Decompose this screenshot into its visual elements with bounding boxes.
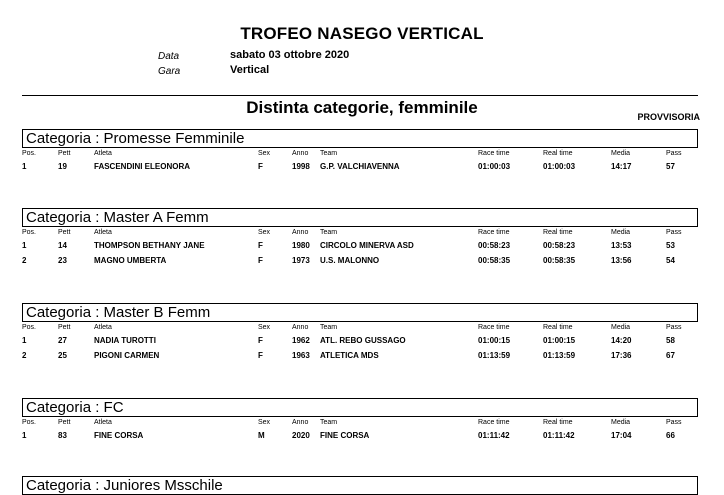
col-team: Team bbox=[320, 150, 338, 157]
cell-pett: 25 bbox=[58, 351, 67, 360]
cell-pett: 27 bbox=[58, 336, 67, 345]
cell-anno: 1973 bbox=[292, 256, 310, 265]
col-race: Race time bbox=[478, 150, 510, 157]
col-pett: Pett bbox=[58, 419, 71, 426]
col-sex: Sex bbox=[258, 419, 271, 426]
cell-atleta: FINE CORSA bbox=[94, 431, 144, 440]
col-atleta: Atleta bbox=[94, 324, 112, 331]
col-race: Race time bbox=[478, 324, 510, 331]
category-title: Categoria : Juniores Msschile bbox=[22, 476, 698, 495]
col-media: Media bbox=[611, 150, 631, 157]
col-pass: Pass bbox=[666, 419, 682, 426]
col-real: Real time bbox=[543, 150, 573, 157]
category-section bbox=[22, 398, 698, 443]
col-real: Real time bbox=[543, 229, 573, 236]
col-pass: Pass bbox=[666, 150, 682, 157]
cell-pass: 67 bbox=[666, 351, 675, 360]
cell-pett: 83 bbox=[58, 431, 67, 440]
cell-real: 00:58:35 bbox=[543, 256, 576, 265]
cell-team: FINE CORSA bbox=[320, 431, 370, 440]
col-atleta: Atleta bbox=[94, 229, 112, 236]
col-sex: Sex bbox=[258, 150, 271, 157]
cell-team: U.S. MALONNO bbox=[320, 256, 380, 265]
cell-pett: 23 bbox=[58, 256, 67, 265]
col-media: Media bbox=[611, 229, 631, 236]
col-pett: Pett bbox=[58, 324, 71, 331]
cell-race: 01:00:03 bbox=[478, 162, 511, 171]
col-pos: Pos. bbox=[22, 229, 37, 236]
cell-atleta: NADIA TUROTTI bbox=[94, 336, 156, 345]
cell-media: 17:36 bbox=[611, 351, 632, 360]
header-divider bbox=[22, 95, 698, 96]
col-anno: Anno bbox=[292, 150, 309, 157]
category-title: Categoria : Master B Femm bbox=[22, 303, 698, 322]
cell-media: 13:56 bbox=[611, 256, 632, 265]
column-headers bbox=[22, 227, 698, 239]
col-anno: Anno bbox=[292, 419, 309, 426]
col-real: Real time bbox=[543, 324, 573, 331]
col-sex: Sex bbox=[258, 324, 271, 331]
category-title: Categoria : Promesse Femminile bbox=[22, 129, 698, 148]
cell-race: 00:58:23 bbox=[478, 241, 511, 250]
cell-atleta: PIGONI CARMEN bbox=[94, 351, 160, 360]
column-headers bbox=[22, 148, 698, 160]
col-pett: Pett bbox=[58, 229, 71, 236]
col-pos: Pos. bbox=[22, 324, 37, 331]
col-anno: Anno bbox=[292, 324, 309, 331]
cell-anno: 2020 bbox=[292, 431, 310, 440]
category-section bbox=[22, 303, 698, 363]
col-team: Team bbox=[320, 419, 338, 426]
cell-media: 13:53 bbox=[611, 241, 632, 250]
table-row bbox=[22, 349, 698, 363]
cell-pos: 2 bbox=[22, 351, 27, 360]
cell-race: 01:11:42 bbox=[478, 431, 510, 440]
col-team: Team bbox=[320, 229, 338, 236]
table-row bbox=[22, 429, 698, 443]
cell-anno: 1998 bbox=[292, 162, 310, 171]
data-label: Data bbox=[158, 51, 180, 62]
cell-pass: 53 bbox=[666, 241, 675, 250]
cell-team: ATLETICA MDS bbox=[320, 351, 379, 360]
cell-anno: 1963 bbox=[292, 351, 310, 360]
document-subtitle: Distinta categorie, femminile bbox=[246, 98, 478, 117]
cell-sex: F bbox=[258, 241, 263, 250]
cell-pett: 19 bbox=[58, 162, 67, 171]
col-race: Race time bbox=[478, 419, 510, 426]
cell-pos: 1 bbox=[22, 162, 27, 171]
category-section bbox=[22, 208, 698, 268]
col-pass: Pass bbox=[666, 229, 682, 236]
cell-pos: 1 bbox=[22, 336, 27, 345]
cell-real: 00:58:23 bbox=[543, 241, 576, 250]
col-pett: Pett bbox=[58, 150, 71, 157]
table-row bbox=[22, 334, 698, 348]
cell-pass: 57 bbox=[666, 162, 675, 171]
cell-pass: 54 bbox=[666, 256, 675, 265]
gara-value: Vertical bbox=[230, 64, 270, 76]
cell-pos: 2 bbox=[22, 256, 27, 265]
cell-real: 01:00:03 bbox=[543, 162, 576, 171]
cell-sex: F bbox=[258, 256, 263, 265]
cell-pass: 66 bbox=[666, 431, 675, 440]
table-row bbox=[22, 254, 698, 268]
data-value: sabato 03 ottobre 2020 bbox=[230, 49, 350, 61]
cell-pass: 58 bbox=[666, 336, 675, 345]
cell-atleta: FASCENDINI ELEONORA bbox=[94, 162, 191, 171]
cell-media: 17:04 bbox=[611, 431, 632, 440]
col-real: Real time bbox=[543, 419, 573, 426]
cell-media: 14:17 bbox=[611, 162, 632, 171]
table-row bbox=[22, 160, 698, 174]
cell-atleta: MAGNO UMBERTA bbox=[94, 256, 167, 265]
cell-pos: 1 bbox=[22, 241, 27, 250]
col-media: Media bbox=[611, 324, 631, 331]
col-anno: Anno bbox=[292, 229, 309, 236]
cell-sex: F bbox=[258, 162, 263, 171]
category-section bbox=[22, 129, 698, 174]
cell-pett: 14 bbox=[58, 241, 67, 250]
document-title: TROFEO NASEGO VERTICAL bbox=[240, 24, 484, 43]
column-headers bbox=[22, 417, 698, 429]
cell-real: 01:00:15 bbox=[543, 336, 576, 345]
cell-anno: 1980 bbox=[292, 241, 310, 250]
cell-sex: F bbox=[258, 351, 263, 360]
col-atleta: Atleta bbox=[94, 419, 112, 426]
col-atleta: Atleta bbox=[94, 150, 112, 157]
col-pos: Pos. bbox=[22, 150, 37, 157]
cell-team: CIRCOLO MINERVA ASD bbox=[320, 241, 414, 250]
cell-race: 00:58:35 bbox=[478, 256, 511, 265]
column-headers bbox=[22, 322, 698, 334]
cell-anno: 1962 bbox=[292, 336, 310, 345]
col-pos: Pos. bbox=[22, 419, 37, 426]
cell-atleta: THOMPSON BETHANY JANE bbox=[94, 241, 205, 250]
col-pass: Pass bbox=[666, 324, 682, 331]
cell-pos: 1 bbox=[22, 431, 27, 440]
cell-team: ATL. REBO GUSSAGO bbox=[320, 336, 406, 345]
cell-real: 01:11:42 bbox=[543, 431, 575, 440]
category-title: Categoria : FC bbox=[22, 398, 698, 417]
cell-real: 01:13:59 bbox=[543, 351, 576, 360]
col-sex: Sex bbox=[258, 229, 271, 236]
category-title: Categoria : Master A Femm bbox=[22, 208, 698, 227]
cell-race: 01:13:59 bbox=[478, 351, 511, 360]
table-row bbox=[22, 239, 698, 253]
cell-team: G.P. VALCHIAVENNA bbox=[320, 162, 400, 171]
cell-media: 14:20 bbox=[611, 336, 632, 345]
col-media: Media bbox=[611, 419, 631, 426]
cell-sex: M bbox=[258, 431, 265, 440]
col-team: Team bbox=[320, 324, 338, 331]
status-badge: PROVVISORIA bbox=[637, 112, 700, 122]
cell-sex: F bbox=[258, 336, 263, 345]
cell-race: 01:00:15 bbox=[478, 336, 511, 345]
gara-label: Gara bbox=[158, 66, 181, 77]
col-race: Race time bbox=[478, 229, 510, 236]
